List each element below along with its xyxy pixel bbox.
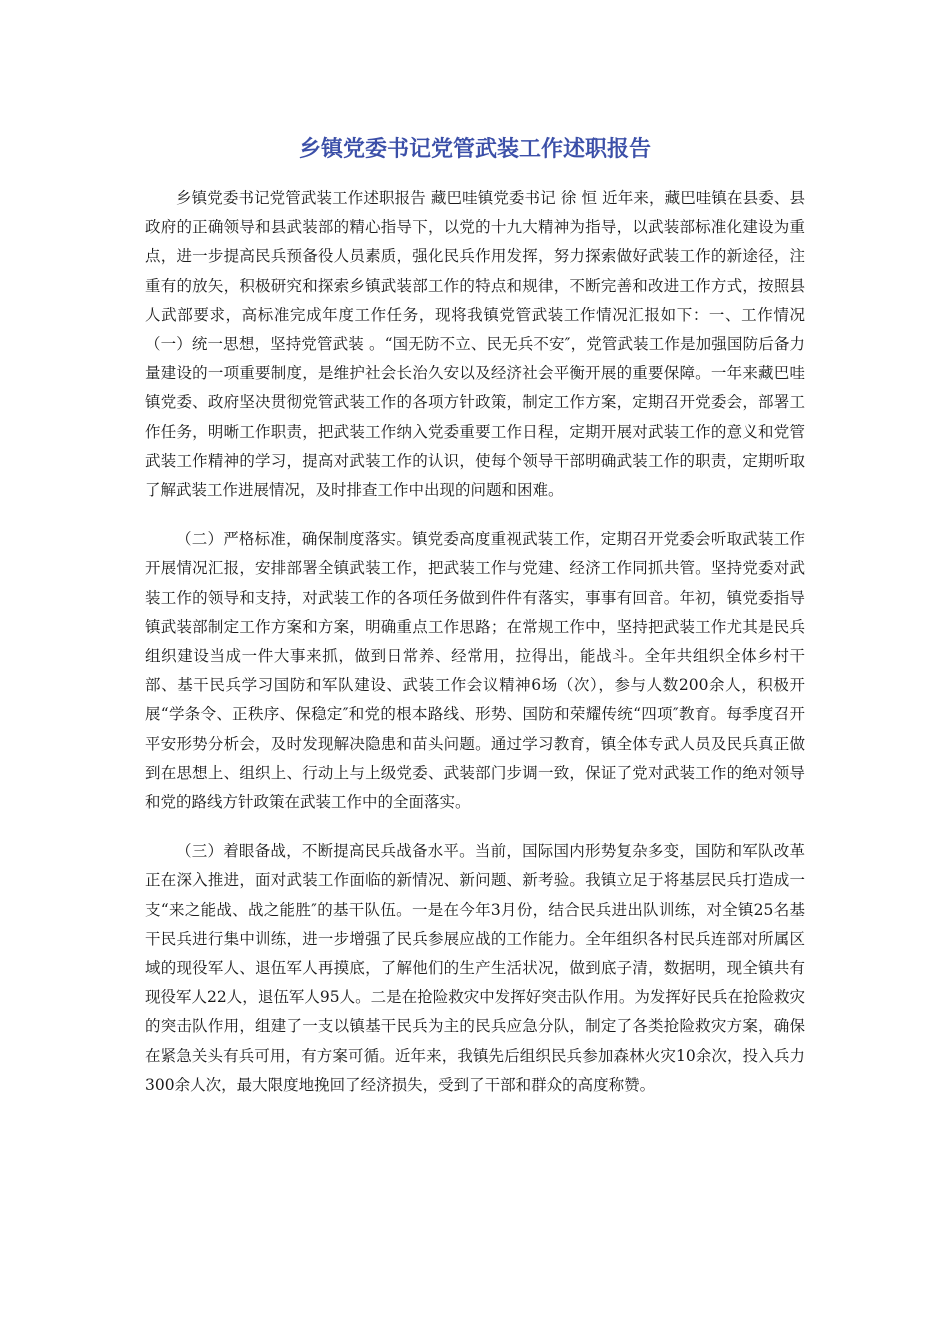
document-page xyxy=(145,128,805,1120)
paragraph-1: 乡镇党委书记党管武装工作述职报告 藏巴哇镇党委书记 徐 恒 近年来，藏巴哇镇在县委、县政府的正确领导和县武装部的精心指导下，以党的十九大精神为指导，以武装部标准化建设为重点，进一步提高民兵预备役人员素质，强化民兵作用发挥，努力探索做好武装工作的新途径，注重有的放矢，积极研究和探索乡镇武装部工作的特点和规律，不断完善和改进工作方式，按照县人武部要求，高标准完成年度工作任务，现将我镇党管武装工作情况汇报如下：一、工作情况 （一）统一思想，坚持党管武装 。“国无防不立、民无兵不安″，党管武装工作是加强国防后备力量建设的一项重要制度，是维护社会长治久安以及经济社会平衡开展的重要保障。一年来藏巴哇镇党委、政府坚决贯彻党管武装工作的各项方针政策，制定工作方案，定期召开党委会，部署工作任务，明晰工作职责，把武装工作纳入党委重要工作日程，定期开展对武装工作的意义和党管武装工作精神的学习，提高对武装工作的认识，使每个领导干部明确武装工作的职责，定期听取了解武装工作进展情况，及时排查工作中出现的问题和困难。 xyxy=(145,189,805,500)
document-title: 乡镇党委书记党管武装工作述职报告 xyxy=(298,137,651,162)
paragraph-2: （二）严格标准，确保制度落实。镇党委高度重视武装工作，定期召开党委会听取武装工作开展情况汇报，安排部署全镇武装工作，把武装工作与党建、经济工作同抓共管。坚持党委对武装工作的领导和支持，对武装工作的各项任务做到件件有落实，事事有回音。年初，镇党委指导镇武装部制定工作方案和方案，明确重点工作思路；在常规工作中，坚持把武装工作尤其是民兵组织建设当成一件大事来抓，做到日常养、经常用，拉得出，能战斗。全年共组织全体乡村干部、基干民兵学习国防和军队建设、武装工作会议精神6场（次），参与人数200余人，积极开展“学条令、正秩序、保稳定″和党的根本路线、形势、国防和荣耀传统“四项″教育。每季度召开平安形势分析会，及时发现解决隐患和苗头问题。通过学习教育，镇全体专武人员及民兵真正做到在思想上、组织上、行动上与上级党委、武装部门步调一致，保证了党对武装工作的绝对领导和党的路线方针政策在武装工作中的全面落实。 xyxy=(145,530,805,812)
paragraph-3: （三）着眼备战，不断提高民兵战备水平。当前，国际国内形势复杂多变，国防和军队改革正在深入推进，面对武装工作面临的新情况、新问题、新考验。我镇立足于将基层民兵打造成一支“来之能战、战之能胜″的基干队伍。一是在今年3月份，结合民兵进出队训练，对全镇25名基干民兵进行集中训练，进一步增强了民兵参展应战的工作能力。全年组织各村民兵连部对所属区域的现役军人、退伍军人再摸底，了解他们的生产生活状况，做到底子清，数据明，现全镇共有现役军人22人，退伍军人95人。二是在抢险救灾中发挥好突击队作用。为发挥好民兵在抢险救灾的突击队作用，组建了一支以镇基干民兵为主的民兵应急分队，制定了各类抢险救灾方案，确保在紧急关头有兵可用，有方案可循。近年来，我镇先后组织民兵参加森林火灾10余次，投入兵力300余人次，最大限度地挽回了经济损失，受到了干部和群众的高度称赞。 xyxy=(145,842,805,1094)
